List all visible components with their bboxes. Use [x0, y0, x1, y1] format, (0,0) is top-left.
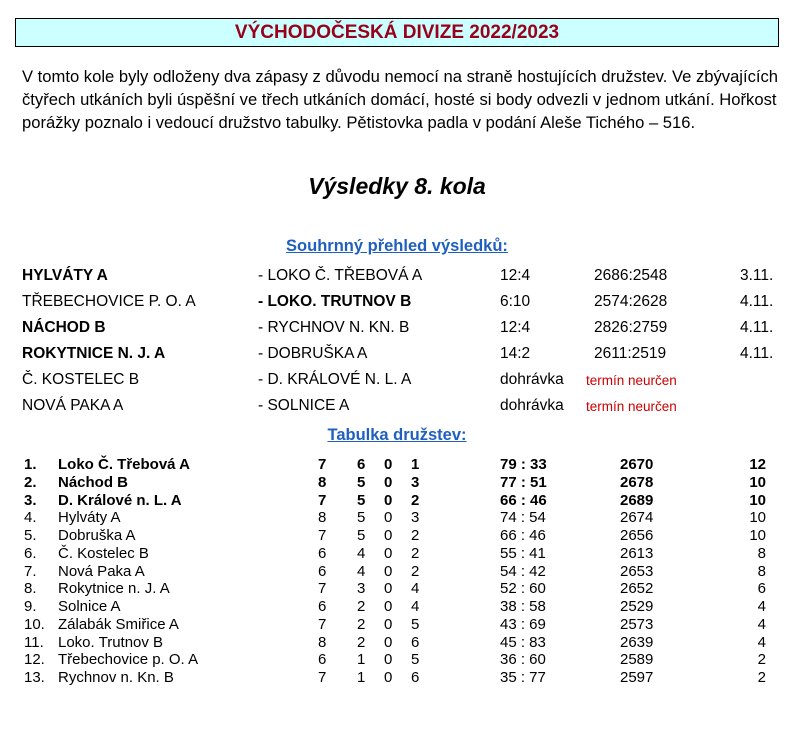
wins: 5 — [357, 509, 366, 527]
table-points: 10 — [749, 509, 766, 527]
losses: 1 — [411, 456, 420, 473]
table-row — [0, 456, 794, 474]
match-points: 35 : 77 — [500, 669, 546, 686]
table-row — [0, 492, 794, 510]
home-team: TŘEBECHOVICE P. O. A — [22, 293, 196, 310]
pins-total: 2611:2519 — [594, 345, 667, 362]
wins: 2 — [357, 598, 366, 615]
team-name: D. Králové n. L. A — [58, 491, 182, 509]
draws: 0 — [384, 491, 393, 509]
table-row — [0, 545, 794, 563]
games-played: 6 — [318, 544, 327, 562]
match-points: 79 : 33 — [500, 456, 547, 473]
team-name: Třebechovice p. O. A — [58, 651, 199, 669]
table-points: 8 — [757, 544, 766, 562]
team-rank: 12. — [24, 651, 45, 669]
away-team: - SOLNICE A — [258, 397, 350, 414]
table-row — [0, 580, 794, 598]
match-score: 14:2 — [500, 345, 531, 362]
losses: 4 — [411, 598, 420, 615]
match-date: 3.11. — [740, 267, 774, 284]
team-rank: 13. — [24, 669, 45, 686]
wins: 4 — [357, 562, 366, 580]
team-name: Rokytnice n. J. A — [58, 580, 170, 598]
match-points: 77 : 51 — [500, 473, 547, 491]
games-played: 7 — [318, 669, 327, 686]
match-note: termín neurčen — [586, 373, 677, 388]
losses: 2 — [411, 527, 420, 544]
games-played: 6 — [318, 651, 327, 669]
team-name: Rychnov n. Kn. B — [58, 669, 174, 686]
losses: 6 — [411, 633, 420, 651]
average-pins: 2678 — [620, 473, 654, 491]
average-pins: 2689 — [620, 491, 654, 509]
games-played: 7 — [318, 615, 327, 633]
losses: 2 — [411, 544, 420, 562]
average-pins: 2613 — [620, 544, 654, 562]
team-rank: 5. — [24, 527, 37, 544]
draws: 0 — [384, 527, 393, 544]
losses: 5 — [411, 651, 420, 669]
draws: 0 — [384, 473, 393, 491]
draws: 0 — [384, 509, 393, 527]
result-row — [0, 397, 794, 421]
home-team: NOVÁ PAKA A — [22, 397, 124, 414]
match-points: 38 : 58 — [500, 598, 546, 615]
team-rank: 2. — [24, 473, 37, 491]
match-date: 4.11. — [740, 293, 774, 310]
match-points: 36 : 60 — [500, 651, 546, 669]
draws: 0 — [384, 651, 393, 669]
wins: 2 — [357, 633, 366, 651]
table-row — [0, 651, 794, 669]
match-points: 55 : 41 — [500, 544, 546, 562]
wins: 4 — [357, 544, 366, 562]
result-row — [0, 293, 794, 317]
wins: 2 — [357, 615, 366, 633]
games-played: 8 — [318, 509, 327, 527]
result-row — [0, 319, 794, 343]
match-score: 6:10 — [500, 293, 531, 310]
draws: 0 — [384, 580, 393, 598]
team-name: Č. Kostelec B — [58, 544, 149, 562]
home-team: Č. KOSTELEC B — [22, 371, 140, 388]
intro-paragraph: V tomto kole byly odloženy dva zápasy z důvodu nemocí na straně hostujících družstev. Ve zbývajících čtyřech utkáních byli úspěšní ve třech utkáních domácí, hosté si body odvezli v jednom utkání. Hořkost porážky poznalo i vedoucí družstvo tabulky. Pětistovka padla v podání Aleše Tichého – 516. — [22, 67, 779, 132]
match-date: 4.11. — [740, 319, 774, 336]
match-points: 66 : 46 — [500, 527, 546, 544]
home-team: HYLVÁTY A — [22, 267, 108, 284]
round-heading: Výsledky 8. kola — [308, 173, 486, 199]
result-row — [0, 345, 794, 369]
table-row — [0, 563, 794, 581]
average-pins: 2529 — [620, 598, 654, 615]
losses: 3 — [411, 473, 420, 491]
home-team: NÁCHOD B — [22, 319, 106, 336]
games-played: 7 — [318, 527, 327, 544]
match-score: dohrávka — [500, 371, 564, 388]
table-points: 8 — [757, 562, 766, 580]
games-played: 7 — [318, 491, 327, 509]
result-row — [0, 267, 794, 291]
team-rank: 8. — [24, 580, 37, 598]
average-pins: 2597 — [620, 669, 654, 686]
team-rank: 9. — [24, 598, 37, 615]
match-score: 12:4 — [500, 267, 531, 284]
team-name: Solnice A — [58, 598, 121, 615]
table-row — [0, 669, 794, 687]
draws: 0 — [384, 544, 393, 562]
losses: 4 — [411, 580, 420, 598]
average-pins: 2670 — [620, 456, 654, 473]
losses: 5 — [411, 615, 420, 633]
match-date: 4.11. — [740, 345, 774, 362]
team-rank: 4. — [24, 509, 37, 527]
team-rank: 11. — [24, 633, 44, 651]
match-score: dohrávka — [500, 397, 564, 414]
table-points: 2 — [757, 651, 766, 669]
table-row — [0, 509, 794, 527]
average-pins: 2639 — [620, 633, 654, 651]
games-played: 7 — [318, 580, 327, 598]
average-pins: 2573 — [620, 615, 654, 633]
away-team: - D. KRÁLOVÉ N. L. A — [258, 371, 412, 388]
table-row — [0, 474, 794, 492]
pins-total: 2686:2548 — [594, 267, 668, 284]
away-team: - DOBRUŠKA A — [258, 345, 368, 362]
draws: 0 — [384, 633, 393, 651]
match-note: termín neurčen — [586, 399, 677, 414]
match-points: 43 : 69 — [500, 615, 546, 633]
team-name: Náchod B — [58, 473, 129, 491]
team-name: Dobruška A — [58, 527, 136, 544]
away-team: - LOKO Č. TŘEBOVÁ A — [258, 267, 423, 284]
draws: 0 — [384, 615, 393, 633]
table-points: 10 — [749, 527, 766, 544]
table-row — [0, 527, 794, 545]
draws: 0 — [384, 562, 393, 580]
average-pins: 2652 — [620, 580, 654, 598]
pins-total: 2574:2628 — [594, 293, 668, 310]
wins: 5 — [357, 491, 366, 509]
table-row — [0, 598, 794, 616]
match-points: 54 : 42 — [500, 562, 546, 580]
losses: 2 — [411, 491, 420, 509]
games-played: 6 — [318, 562, 327, 580]
wins: 1 — [357, 669, 366, 686]
match-points: 74 : 54 — [500, 509, 546, 527]
table-points: 6 — [757, 580, 766, 598]
table-points: 10 — [749, 491, 766, 509]
losses: 2 — [411, 562, 420, 580]
table-points: 12 — [749, 456, 766, 473]
match-points: 66 : 46 — [500, 491, 547, 509]
table-row — [0, 634, 794, 652]
table-heading: Tabulka družstev: — [327, 426, 467, 444]
games-played: 8 — [318, 473, 327, 491]
average-pins: 2653 — [620, 562, 654, 580]
table-points: 2 — [757, 669, 766, 686]
losses: 3 — [411, 509, 420, 527]
wins: 5 — [357, 473, 366, 491]
match-score: 12:4 — [500, 319, 531, 336]
draws: 0 — [384, 669, 393, 686]
table-points: 4 — [757, 598, 766, 615]
team-name: Loko Č. Třebová A — [58, 456, 190, 473]
wins: 6 — [357, 456, 366, 473]
team-rank: 7. — [24, 562, 37, 580]
table-points: 4 — [757, 633, 766, 651]
table-points: 10 — [749, 473, 766, 491]
results-heading: Souhrnný přehled výsledků: — [286, 237, 508, 255]
away-team: - RYCHNOV N. KN. B — [258, 319, 410, 336]
average-pins: 2589 — [620, 651, 654, 669]
wins: 1 — [357, 651, 366, 669]
team-name: Zálabák Smiřice A — [58, 615, 179, 633]
team-rank: 6. — [24, 544, 37, 562]
team-name: Hylváty A — [58, 509, 121, 527]
games-played: 6 — [318, 598, 327, 615]
team-rank: 1. — [24, 456, 37, 473]
team-name: Nová Paka A — [58, 562, 145, 580]
draws: 0 — [384, 598, 393, 615]
average-pins: 2674 — [620, 509, 654, 527]
losses: 6 — [411, 669, 420, 686]
wins: 5 — [357, 527, 366, 544]
table-points: 4 — [757, 615, 766, 633]
away-team: - LOKO. TRUTNOV B — [258, 293, 412, 310]
page-title: VÝCHODOČESKÁ DIVIZE 2022/2023 — [15, 18, 779, 47]
team-name: Loko. Trutnov B — [58, 633, 164, 651]
result-row — [0, 371, 794, 395]
table-row — [0, 616, 794, 634]
home-team: ROKYTNICE N. J. A — [22, 345, 166, 362]
match-points: 52 : 60 — [500, 580, 546, 598]
team-rank: 3. — [24, 491, 37, 509]
average-pins: 2656 — [620, 527, 654, 544]
draws: 0 — [384, 456, 393, 473]
team-rank: 10. — [24, 615, 45, 633]
match-points: 45 : 83 — [500, 633, 546, 651]
games-played: 8 — [318, 633, 327, 651]
pins-total: 2826:2759 — [594, 319, 668, 336]
wins: 3 — [357, 580, 366, 598]
games-played: 7 — [318, 456, 327, 473]
